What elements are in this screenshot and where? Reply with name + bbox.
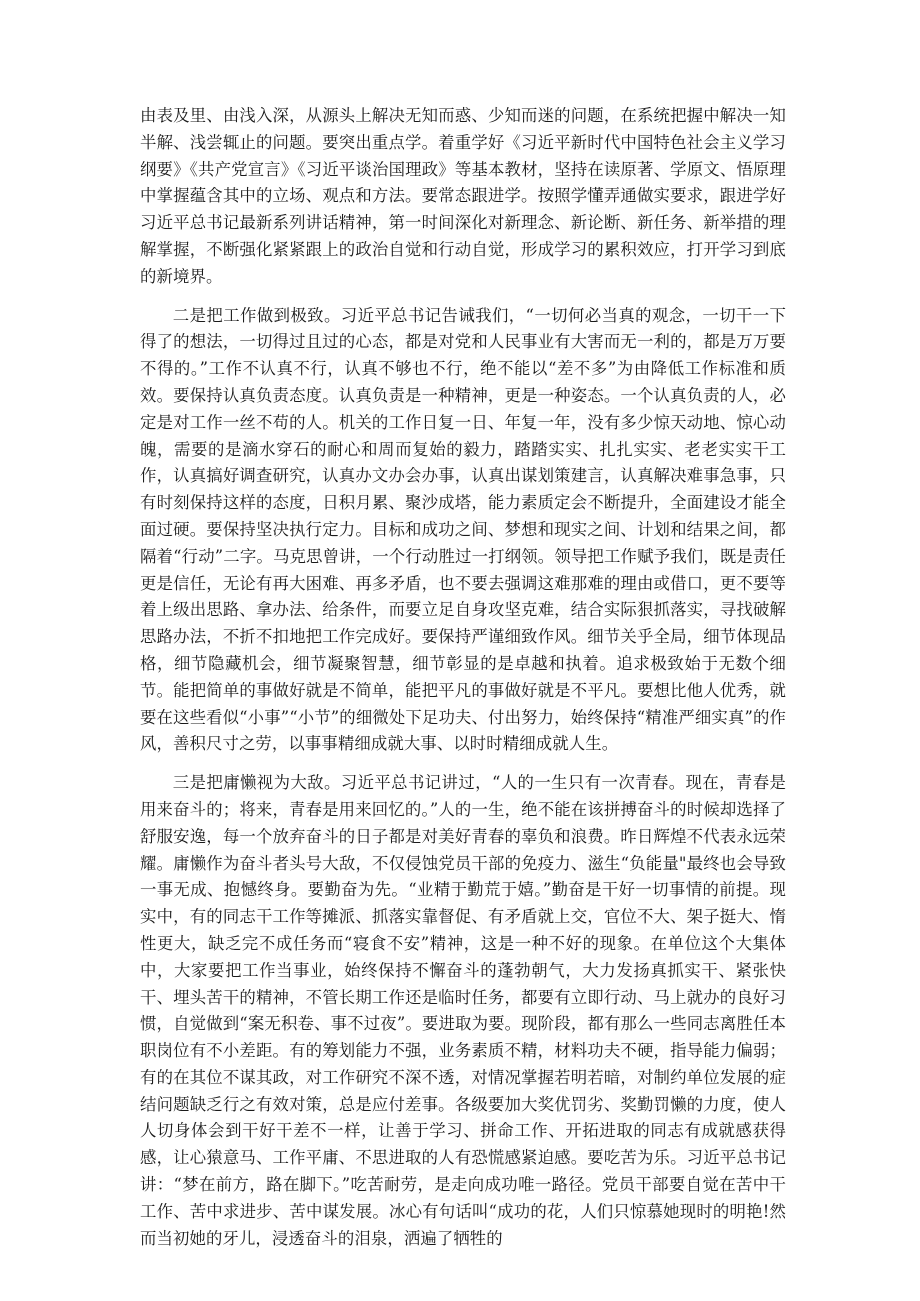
paragraph-work-excellence: 二是把工作做到极致。习近平总书记告诫我们，“一切何必当真的观念，一切干一下得了的想法，一切得过且过的心态，都是对党和人民事业有大害而无一利的，都是万万要不得的。”工作不认真不行，认真不够也不行，绝不能以“差不多”为由降低工作标准和质效。要保持认真负责态度。认真负责是一种精神，更是一种姿态。一个认真负责的人，必定是对工作一丝不苟的人。机关的工作日复一日、年复一年，没有多少惊天动地、惊心动魄，需要的是滴水穿石的耐心和周而复始的毅力，踏踏实实、扎扎实实、老老实实干工作，认真搞好调查研究，认真办文办会办事，认真出谋划策建言，认真解决难事急事，只有时刻保持这样的态度，日积月累、聚沙成塔，能力素质定会不断提升，全面建设才能全面过硬。要保持坚决执行定力。目标和成功之间、梦想和现实之间、计划和结果之间，都隔着“行动”二字。马克思曾讲，一个行动胜过一打纲领。领导把工作赋予我们，既是责任更是信任，无论有再大困难、再多矛盾，也不要去强调这难那难的理由或借口，更不要等着上级出思路、拿办法、给条件，而要立足自身攻坚克难，结合实际狠抓落实，寻找破解思路办法，不折不扣地把工作完成好。要保持严谨细致作风。细节关乎全局，细节体现品格，细节隐藏机会，细节凝聚智慧，细节彰显的是卓越和执着。追求极致始于无数个细节。能把简单的事做好就是不简单，能把平凡的事做好就是不平凡。要想比他人优秀，就要在这些看似“小事”“小节”的细微处下足功夫、付出努力，始终保持“精准严细实真”的作风，善积尺寸之劳，以事事精细成就大事、以时时精细成就人生。: [140, 305, 786, 754]
paragraph-against-laziness: 三是把庸懒视为大敌。习近平总书记讲过，“人的一生只有一次青春。现在，青春是用来奋斗的；将来，青春是用来回忆的。”人的一生，绝不能在该拼搏奋斗的时候却选择了舒服安逸，每一个放弃奋斗的日子都是对美好青春的辜负和浪费。昨日辉煌不代表永远荣耀。庸懒作为奋斗者头号大敌，不仅侵蚀党员干部的免疫力、滋生“负能量"最终也会导致一事无成、抱憾终身。要勤奋为先。“业精于勤荒于嬉。”勤奋是干好一切事情的前提。现实中，有的同志干工作等摊派、抓落实靠督促、有矛盾就上交，官位不大、架子挺大、惰性更大，缺乏完不成任务而“寝食不安”精神，这是一种不好的现象。在单位这个大集体中，大家要把工作当事业，始终保持不懈奋斗的蓬勃朝气，大力发扬真抓实干、紧张快干、埋头苦干的精神，不管长期工作还是临时任务，都要有立即行动、马上就办的良好习惯，自觉做到“案无积卷、事不过夜”。要进取为要。现阶段，都有那么一些同志离胜任本职岗位有不小差距。有的筹划能力不强，业务素质不精，材料功夫不硬，指导能力偏弱；有的在其位不谋其政，对工作研究不深不透，对情况掌握若明若暗，对制约单位发展的症结问题缺乏行之有效对策，总是应付差事。各级要加大奖优罚劣、奖勤罚懒的力度，使人人切身体会到干好干差不一样，让善于学习、拼命工作、开拓进取的同志有成就感获得感，让心猿意马、工作平庸、不思进取的人有恐慌感紧迫感。要吃苦为乐。习近平总书记讲：“梦在前方，路在脚下。”吃苦耐劳，是走向成功唯一路径。党员干部要自觉在苦中干工作、苦中求进步、苦中谋发展。冰心有句话叫“成功的花，人们只惊慕她现时的明艳!然而当初她的牙儿，浸透奋斗的泪泉，洒遍了牺牲的: [140, 773, 786, 1248]
paragraph-continued: 由表及里、由浅入深，从源头上解决无知而惑、少知而迷的问题，在系统把握中解决一知半解、浅尝辄止的问题。要突出重点学。着重学好《习近平新时代中国特色社会主义学习纲要》《共产党宣言》《习近平谈治国理政》等基本教材，坚持在读原著、学原文、悟原理中掌握蕴含其中的立场、观点和方法。要常态跟进学。按照学懂弄通做实要求，跟进学好习近平总书记最新系列讲话精神，第一时间深化对新理念、新论断、新任务、新举措的理解掌握，不断强化紧紧跟上的政治自觉和行动自觉，形成学习的累积效应，打开学习到底的新境界。: [140, 106, 786, 286]
document-page: [140, 103, 786, 1252]
